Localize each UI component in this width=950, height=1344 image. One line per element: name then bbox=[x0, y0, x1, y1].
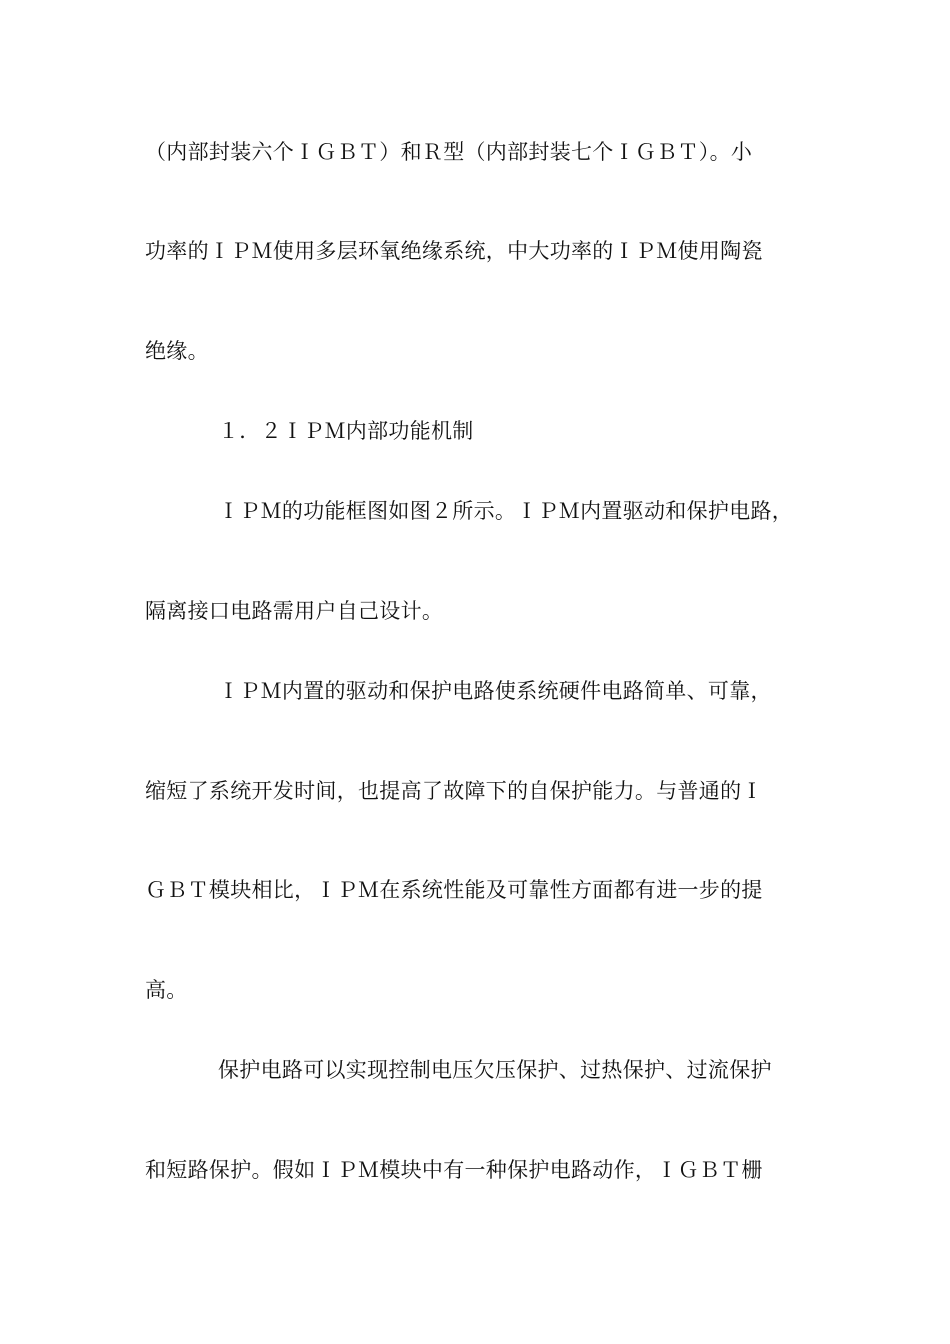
text-line: 和短路保护。假如ＩＰＭ模块中有一种保护电路动作，ＩＧＢＴ栅 bbox=[145, 1158, 763, 1182]
text-line: 隔离接口电路需用户自己设计。 bbox=[145, 599, 444, 623]
text-line: 高。 bbox=[145, 978, 188, 1002]
text-line: ＧＢＴ模块相比，ＩＰＭ在系统性能及可靠性方面都有进一步的提 bbox=[145, 878, 763, 902]
text-line: 保护电路可以实现控制电压欠压保护、过热保护、过流保护 bbox=[218, 1058, 772, 1082]
text-line: ＩＰＭ的功能框图如图２所示。ＩＰＭ内置驱动和保护电路， bbox=[218, 499, 794, 523]
text-line: 缩短了系统开发时间，也提高了故障下的自保护能力。与普通的Ｉ bbox=[145, 779, 763, 803]
text-line: 绝缘。 bbox=[145, 339, 209, 363]
section-heading: １．２ＩＰＭ内部功能机制 bbox=[218, 419, 474, 443]
text-line: ＩＰＭ内置的驱动和保护电路使系统硬件电路简单、可靠， bbox=[218, 679, 772, 703]
text-line: 功率的ＩＰＭ使用多层环氧绝缘系统，中大功率的ＩＰＭ使用陶瓷 bbox=[145, 239, 763, 263]
text-line: （内部封装六个ＩＧＢＴ）和Ｒ型（内部封装七个ＩＧＢＴ）。小 bbox=[145, 140, 753, 164]
